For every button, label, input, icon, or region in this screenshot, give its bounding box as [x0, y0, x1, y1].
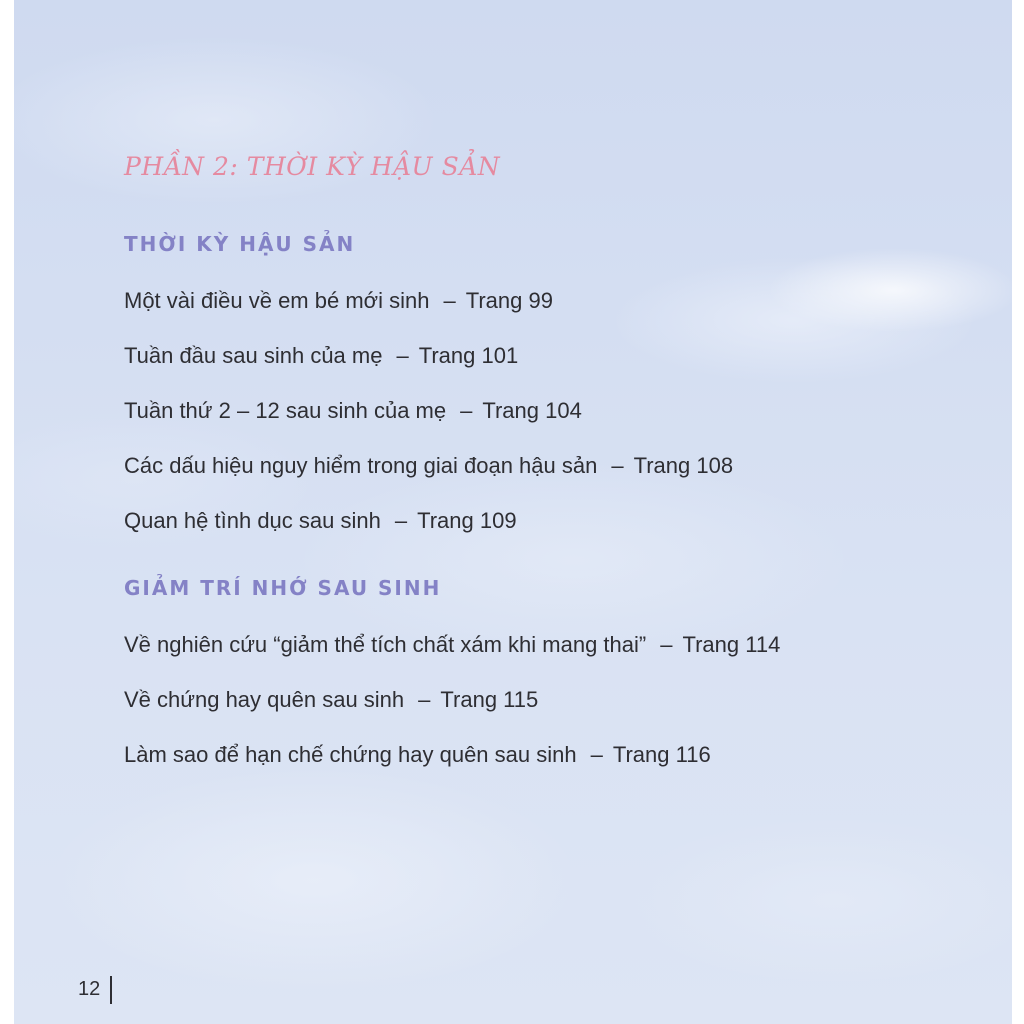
toc-entry-separator: –: [460, 398, 473, 423]
toc-entry-page: Trang 116: [612, 742, 711, 767]
toc-entry-separator: –: [396, 343, 409, 368]
toc-entry-title: Về chứng hay quên sau sinh: [124, 687, 405, 712]
page-number: 12: [78, 978, 101, 1000]
toc-entry: [124, 681, 780, 736]
toc-entry-separator: –: [590, 742, 603, 767]
book-page: [14, 0, 1012, 1024]
toc-entry: [124, 337, 733, 392]
page-number-divider: [110, 976, 112, 1004]
toc-entry-separator: –: [660, 632, 673, 657]
section-heading: PHẦN 2: THỜI KỲ HẬU SẢN: [124, 152, 501, 181]
toc-entry: [124, 626, 780, 681]
toc-entry-page: Trang 114: [682, 632, 781, 657]
toc-entry: [124, 282, 733, 337]
toc-entry-title: Tuần đầu sau sinh của mẹ: [124, 343, 383, 368]
toc-entry: [124, 736, 780, 791]
toc-entry-title: Về nghiên cứu “giảm thể tích chất xám khi mang thai”: [124, 632, 647, 657]
group-heading-postpartum: THỜI KỲ HẬU SẢN: [124, 232, 356, 256]
toc-entry-title: Làm sao để hạn chế chứng hay quên sau sinh: [124, 742, 577, 767]
toc-entry: [124, 447, 733, 502]
toc-entry-separator: –: [418, 687, 431, 712]
toc-entry-page: Trang 99: [465, 288, 553, 313]
toc-entry-page: Trang 104: [482, 398, 582, 423]
toc-entry-separator: –: [443, 288, 456, 313]
toc-entry-title: Tuần thứ 2 – 12 sau sinh của mẹ: [124, 398, 447, 423]
toc-entry-page: Trang 109: [417, 508, 517, 533]
toc-entry: [124, 392, 733, 447]
toc-list-postpartum: [124, 282, 733, 557]
toc-entry-separator: –: [611, 453, 624, 478]
toc-entry-title: Các dấu hiệu nguy hiểm trong giai đoạn hậu sản: [124, 453, 598, 478]
toc-entry-page: Trang 115: [440, 687, 539, 712]
toc-entry-page: Trang 108: [633, 453, 734, 478]
group-heading-memory-loss: GIẢM TRÍ NHỚ SAU SINH: [124, 576, 442, 600]
toc-entry-page: Trang 101: [418, 343, 519, 368]
toc-entry-separator: –: [394, 508, 408, 533]
toc-entry-title: Một vài điều về em bé mới sinh: [124, 288, 430, 313]
toc-list-memory-loss: [124, 626, 780, 791]
toc-entry-title: Quan hệ tình dục sau sinh: [124, 508, 381, 533]
toc-entry: [124, 502, 733, 557]
